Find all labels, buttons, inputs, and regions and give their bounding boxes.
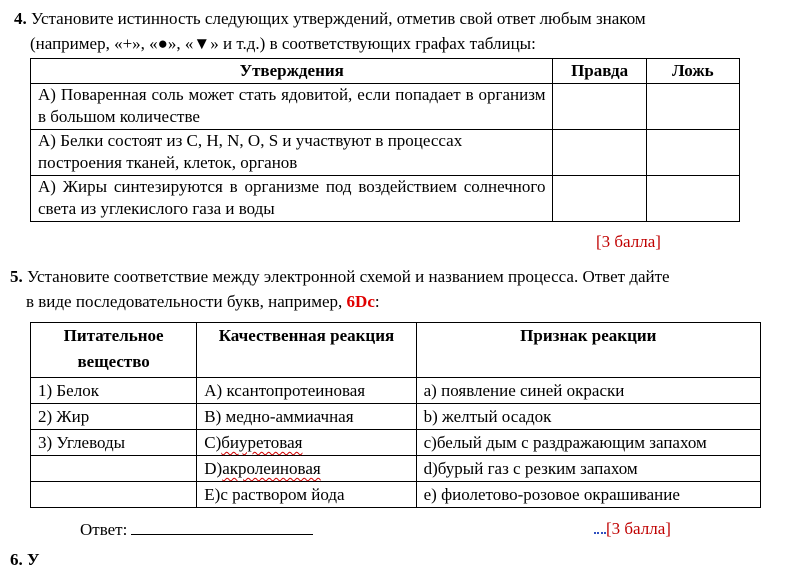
question-5-text-suffix: :: [374, 292, 380, 311]
matching-table: [30, 322, 761, 508]
reaction-name: биуретовая: [221, 433, 303, 452]
reaction-prefix: В): [204, 407, 226, 426]
question-4-points: [3 балла]: [596, 232, 661, 251]
question-4-text-line2: (например, «+», «●», «▼» и т.д.) в соответствующих графах таблицы:: [30, 34, 536, 53]
substance-cell: [31, 482, 197, 508]
question-4-text-line1: Установите истинность следующих утверждений, отметив свой ответ любым знаком: [31, 9, 646, 28]
sign-cell: a) появление синей окраски: [416, 378, 760, 404]
statement-cell: А) Поваренная соль может стать ядовитой, если попадает в организм в большом количестве: [31, 84, 553, 130]
table-row: [31, 84, 740, 130]
question-5-prompt: [10, 264, 780, 314]
question-4-prompt: [14, 6, 774, 56]
answer-example: 6Dc: [346, 292, 375, 311]
question-4-number: 4.: [14, 9, 27, 28]
reaction-cell: [197, 482, 416, 508]
question-6-partial: 6. У: [10, 550, 40, 569]
reaction-cell: [197, 378, 416, 404]
answer-blank[interactable]: [131, 517, 313, 535]
sign-cell: e) фиолетово-розовое окрашивание: [416, 482, 760, 508]
statement-cell: А) Жиры синтезируются в организме под воздействием солнечного света из углекислого газа и воды: [31, 176, 553, 222]
false-answer-cell[interactable]: [646, 84, 739, 130]
reaction-prefix: D): [204, 459, 223, 478]
reaction-cell: [197, 430, 416, 456]
header-statements: Утверждения: [31, 59, 553, 84]
false-answer-cell[interactable]: [646, 176, 739, 222]
true-answer-cell[interactable]: [553, 84, 646, 130]
table-row: [31, 456, 761, 482]
header-true: Правда: [553, 59, 646, 84]
spellcheck-mark: [594, 518, 606, 534]
substance-cell: 1) Белок: [31, 378, 197, 404]
reaction-name: с раствором йода: [220, 485, 345, 504]
table-row: [31, 176, 740, 222]
answer-label: Ответ:: [80, 520, 128, 539]
question-5-number: 5.: [10, 267, 23, 286]
reaction-prefix: А): [204, 381, 227, 400]
reaction-prefix: E): [204, 485, 221, 504]
table-row: [31, 378, 761, 404]
question-5-text-line2: [10, 289, 780, 314]
question-5-points: [3 балла]: [606, 519, 671, 538]
substance-cell: 3) Углеводы: [31, 430, 197, 456]
matching-table-header-row: [31, 323, 761, 378]
reaction-name: медно-аммиачная: [225, 407, 354, 426]
sign-cell: b) желтый осадок: [416, 404, 760, 430]
header-sign: Признак реакции: [416, 323, 760, 378]
answer-row: [80, 517, 313, 542]
table-row: [31, 404, 761, 430]
truth-table-header-row: [31, 59, 740, 84]
reaction-cell: [197, 404, 416, 430]
header-reaction: Качественная реакция: [197, 323, 416, 378]
reaction-name: акролеиновая: [222, 459, 321, 478]
question-5-points-row: [594, 517, 671, 541]
question-5-text-line1: Установите соответствие между электронной схемой и названием процесса. Ответ дайте: [27, 267, 670, 286]
table-row: [31, 430, 761, 456]
table-row: [31, 130, 740, 176]
header-false: Ложь: [646, 59, 739, 84]
truth-table: [30, 58, 740, 222]
reaction-cell: [197, 456, 416, 482]
false-answer-cell[interactable]: [646, 130, 739, 176]
sign-cell: d)бурый газ с резким запахом: [416, 456, 760, 482]
true-answer-cell[interactable]: [553, 130, 646, 176]
table-row: [31, 482, 761, 508]
sign-cell: c)белый дым с раздражающим запахом: [416, 430, 760, 456]
reaction-name: ксантопротеиновая: [226, 381, 366, 400]
reaction-prefix: С): [204, 433, 222, 452]
question-5-text-prefix: в виде последовательности букв, например,: [26, 292, 347, 311]
true-answer-cell[interactable]: [553, 176, 646, 222]
substance-cell: 2) Жир: [31, 404, 197, 430]
header-substance: Питательное вещество: [31, 323, 197, 378]
substance-cell: [31, 456, 197, 482]
statement-cell: А) Белки состоят из C, H, N, O, S и участвуют в процессах построения тканей, клеток, органов: [31, 130, 553, 176]
